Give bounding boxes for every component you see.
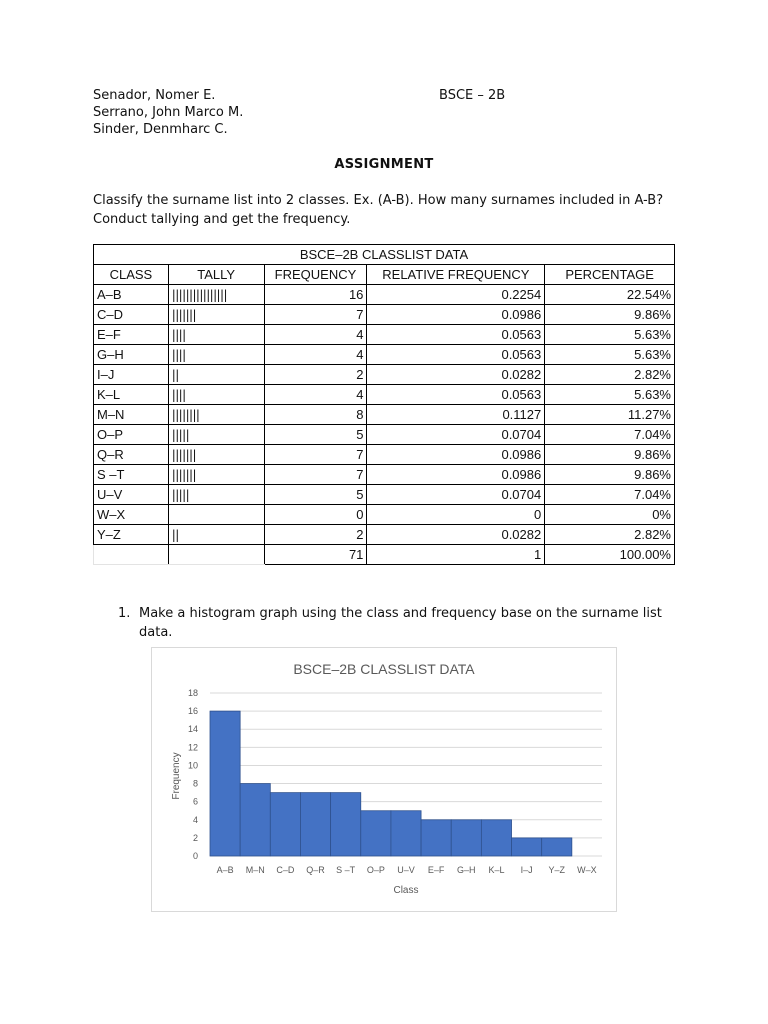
col-header-percentage: PERCENTAGE [545,265,675,285]
table-caption: BSCE–2B CLASSLIST DATA [94,245,675,265]
y-axis-label: Frequency [171,752,182,800]
col-header-relative-frequency: RELATIVE FREQUENCY [367,265,545,285]
question-number: 1. [118,606,131,621]
percentage-cell: 7.04% [545,485,675,505]
frequency-cell: 8 [264,405,367,425]
relative-frequency-cell: 0.0563 [367,385,545,405]
percentage-cell: 5.63% [545,385,675,405]
instruction-line-2: Conduct tallying and get the frequency. [93,212,351,227]
frequency-cell: 4 [264,345,367,365]
frequency-cell: 2 [264,365,367,385]
y-tick-label: 8 [192,778,198,789]
frequency-cell: 16 [264,285,367,305]
section-label: BSCE – 2B [439,88,506,103]
table-row [94,485,675,505]
relative-frequency-cell: 0.1127 [367,405,545,425]
total-row [94,545,675,565]
frequency-table [93,244,675,565]
y-tick-label: 4 [192,814,198,825]
tally-cell: |||||||| [168,405,264,425]
relative-frequency-cell: 0.0986 [367,305,545,325]
percentage-cell: 0% [545,505,675,525]
tally-cell: |||| [168,385,264,405]
y-tick-label: 2 [192,832,198,843]
table-row [94,325,675,345]
x-tick-label: U–V [397,865,415,875]
class-cell: I–J [94,365,169,385]
bar [361,811,391,856]
x-tick-label: S –T [336,865,356,875]
class-cell: O–P [94,425,169,445]
x-tick-label: M–N [245,865,265,875]
bar [300,793,330,856]
class-cell: M–N [94,405,169,425]
table-row [94,285,675,305]
y-tick-label: 10 [187,760,198,771]
col-header-frequency: FREQUENCY [264,265,367,285]
relative-frequency-cell: 0.0704 [367,425,545,445]
student-name-2: Serrano, John Marco M. [93,105,244,120]
table-row [94,525,675,545]
percentage-cell: 11.27% [545,405,675,425]
relative-frequency-cell: 0.0563 [367,325,545,345]
tally-cell: |||||||||||||||| [168,285,264,305]
relative-frequency-cell: 0.2254 [367,285,545,305]
tally-cell: || [168,525,264,545]
tally-cell: ||||| [168,425,264,445]
table-row [94,305,675,325]
bar [240,784,270,856]
table-row [94,365,675,385]
frequency-cell: 4 [264,325,367,345]
class-cell: C–D [94,305,169,325]
bar [542,838,572,856]
bar [270,793,300,856]
table-row [94,425,675,445]
total-percentage: 100.00% [545,545,675,565]
class-cell: Y–Z [94,525,169,545]
total-frequency: 71 [264,545,367,565]
tally-cell: |||| [168,325,264,345]
y-tick-label: 16 [187,706,198,717]
x-axis-label: Class [393,885,419,896]
relative-frequency-cell: 0.0704 [367,485,545,505]
x-tick-label: Y–Z [548,865,566,875]
instruction-line-1: Classify the surname list into 2 classes. Ex. (A-B). How many surnames included in A-B? [93,193,664,208]
x-tick-label: K–L [488,865,505,875]
frequency-cell: 2 [264,525,367,545]
table-row [94,385,675,405]
percentage-cell: 5.63% [545,325,675,345]
table-row [94,505,675,525]
total-relative-frequency: 1 [367,545,545,565]
percentage-cell: 2.82% [545,365,675,385]
relative-frequency-cell: 0.0282 [367,365,545,385]
percentage-cell: 9.86% [545,465,675,485]
x-tick-label: W–X [577,865,597,875]
relative-frequency-cell: 0.0986 [367,465,545,485]
col-header-tally: TALLY [168,265,264,285]
y-tick-label: 12 [187,742,198,753]
class-cell: G–H [94,345,169,365]
y-tick-label: 14 [187,724,198,735]
tally-cell [168,505,264,525]
student-name-3: Sinder, Denmharc C. [93,122,228,137]
frequency-cell: 7 [264,445,367,465]
tally-cell: ||||||| [168,305,264,325]
class-cell: K–L [94,385,169,405]
chart-title: BSCE–2B CLASSLIST DATA [293,661,475,677]
student-names [93,87,243,138]
table-row [94,405,675,425]
table-row [94,345,675,365]
relative-frequency-cell: 0.0563 [367,345,545,365]
class-cell: A–B [94,285,169,305]
table-row [94,445,675,465]
y-tick-label: 6 [192,796,198,807]
tally-cell: ||||||| [168,445,264,465]
frequency-cell: 5 [264,425,367,445]
percentage-cell: 9.86% [545,445,675,465]
x-tick-label: A–B [216,865,234,875]
histogram-svg [152,648,616,911]
relative-frequency-cell: 0.0282 [367,525,545,545]
page-title: ASSIGNMENT [334,157,434,172]
x-tick-label: Q–R [306,865,325,875]
percentage-cell: 5.63% [545,345,675,365]
question-text [139,604,662,642]
frequency-cell: 4 [264,385,367,405]
bar [512,838,542,856]
class-cell: E–F [94,325,169,345]
tally-cell: |||| [168,345,264,365]
bar [331,793,361,856]
question-line-2: data. [139,625,173,640]
instructions [93,191,683,229]
percentage-cell: 7.04% [545,425,675,445]
relative-frequency-cell: 0 [367,505,545,525]
x-tick-label: E–F [427,865,445,875]
tally-cell: ||||| [168,485,264,505]
frequency-cell: 7 [264,305,367,325]
bar [210,711,240,856]
student-name-1: Senador, Nomer E. [93,88,216,103]
x-tick-label: C–D [276,865,295,875]
frequency-cell: 7 [264,465,367,485]
col-header-class: CLASS [94,265,169,285]
bar [481,820,511,856]
class-cell: W–X [94,505,169,525]
bar [451,820,481,856]
class-cell: Q–R [94,445,169,465]
class-cell: U–V [94,485,169,505]
table-row [94,465,675,485]
y-tick-label: 18 [187,688,198,698]
frequency-cell: 5 [264,485,367,505]
percentage-cell: 22.54% [545,285,675,305]
frequency-cell: 0 [264,505,367,525]
y-tick-label: 0 [192,851,198,861]
bar [391,811,421,856]
percentage-cell: 2.82% [545,525,675,545]
relative-frequency-cell: 0.0986 [367,445,545,465]
bar [421,820,451,856]
x-tick-label: O–P [366,865,385,875]
question-line-1: Make a histogram graph using the class and frequency base on the surname list [139,606,662,621]
x-tick-label: I–J [520,865,533,875]
total-blank-tally [168,545,264,565]
total-blank-class [94,545,169,565]
percentage-cell: 9.86% [545,305,675,325]
histogram-chart [151,647,617,912]
tally-cell: ||||||| [168,465,264,485]
x-tick-label: G–H [457,865,476,875]
tally-cell: || [168,365,264,385]
class-cell: S –T [94,465,169,485]
